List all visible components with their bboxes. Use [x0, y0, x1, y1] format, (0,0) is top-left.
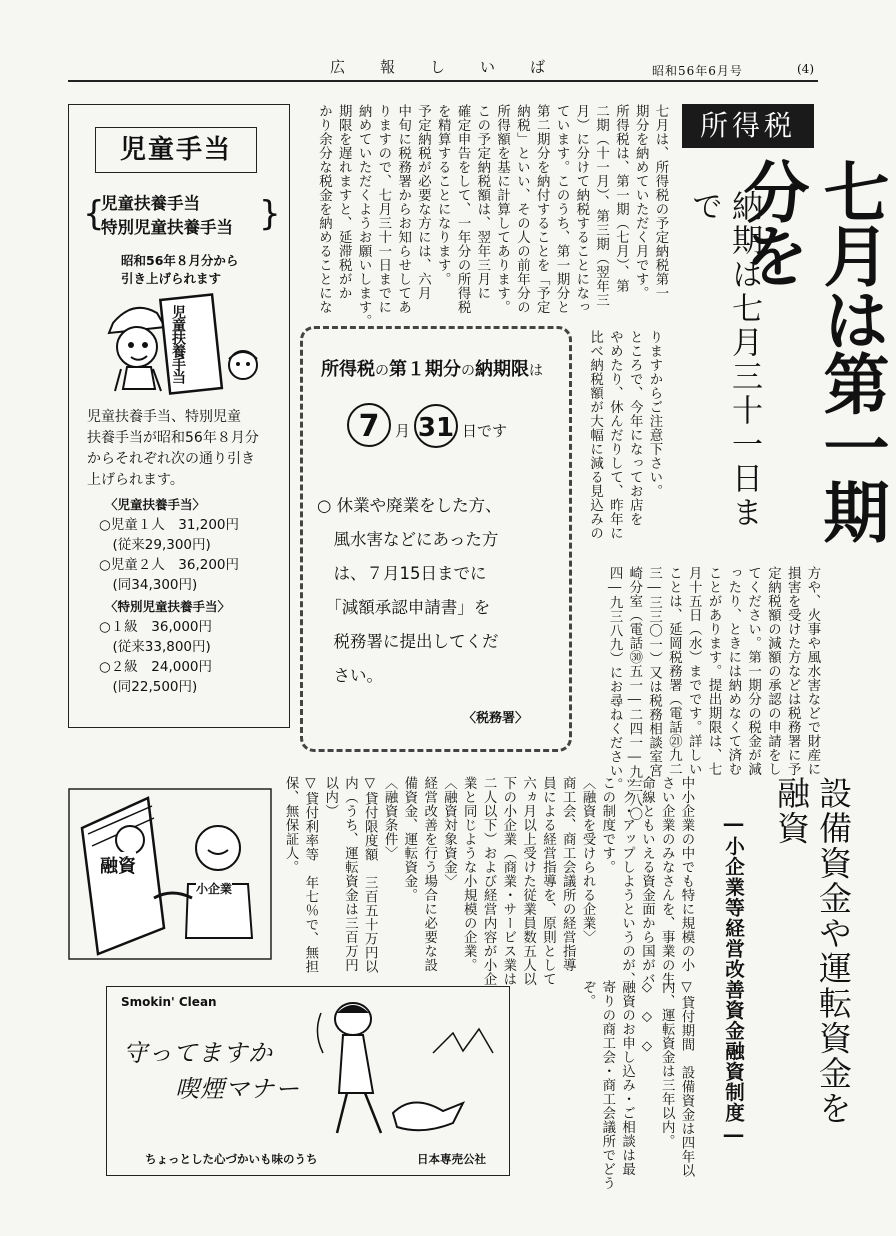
notice-period-word: 第１期分 — [389, 359, 461, 380]
child-raise-1: 昭和56年８月分から — [121, 253, 239, 268]
child-sub-2: 特別児童扶養手当 — [101, 218, 233, 237]
tax-category-tag: 所得税 — [682, 104, 814, 148]
child-items-2 — [99, 617, 212, 697]
day-unit: 日です — [462, 422, 508, 440]
illustration-sign: 児童扶養手当 — [170, 305, 186, 383]
month-unit: 月 — [395, 422, 411, 440]
masthead-title: 広 報 し い ば — [330, 58, 556, 76]
month-circle: 7 — [347, 403, 391, 447]
ad-sponsor: 日本専売公社 — [417, 1152, 486, 1166]
tax-notice-box — [300, 326, 572, 752]
tax-headline: 七月は第一期分を — [732, 158, 889, 542]
smoking-ad-box — [106, 986, 510, 1176]
cartoon-label-loan: 融資 — [100, 852, 136, 878]
child-item: (同34,300円) — [99, 577, 198, 593]
tax-subhead: 納期は七月三十一日まで — [686, 190, 762, 530]
child-item: (同22,500円) — [99, 679, 198, 695]
ad-slogan-1: 守ってますか — [123, 1039, 273, 1067]
issue-date: 昭和56年6月号 — [652, 64, 743, 78]
tax-body-2: りますからご注意下さい。 ところで、今年になってお店を やめたり、休んだりして、昨年に 比べ納税額が大幅に減る見込みの — [587, 330, 662, 540]
tax-body-1: 七月は、所得税の予定納税第一 期分を納めていただく月です。 所得税は、第一期（七月）、第 二期（十一月）、第三期（翌年三 月）に分けて納税することになっ ています。このうち、第一期分と 第二期分を納付することを「予定 納税」といい、その人の前年分の 所得額を基に計算してあります。 この予定納税額は、翌年三月に 確定申告をして、一年分の所得税 を精算することになります。 予定納税が必要な方には、六月 中旬に税務署からお知らせしてあ りますので、七月三十一日までに 納めていただくようお願いします。 期限を遅れますと、延滞税がか かり余分な税金を納めることにな — [316, 104, 668, 328]
day-circle: 31 — [414, 404, 458, 448]
brace-left: { — [83, 194, 105, 234]
notice-particle-3: は — [529, 363, 543, 379]
child-item: ○２級 24,000円 — [99, 659, 213, 675]
header-rule — [68, 80, 818, 82]
child-raise-2: 引き上げられます — [121, 271, 222, 286]
loan-cartoon — [68, 788, 272, 960]
ad-brand: Smokin' Clean — [121, 995, 217, 1009]
notice-deadline-date — [347, 403, 567, 448]
child-allowance-title: 児童手当 — [95, 127, 257, 173]
child-item: (従来29,300円) — [99, 537, 211, 553]
ad-tagline: ちょっとした心づかいも味のうち — [145, 1152, 318, 1166]
loan-body-1: 中小企業の中でも特に規模の小 さい企業のみなさんを、事業の生 命線ともいえる資金面から国がバ ック・アップしようというのが、 この制度です。 〈融資を受けられる企業〉 商工会、商工会議所の経営指導 員による経営指導を、原則として 六ヵ月以上受けた従業員数五人以 下の小企業（商業・サービス業は 二人以下）および経営内容が小企 業と同じような小規模の企業。 〈融資対象資金〉 経営改善を行う場合に必要な設 備資金、運転資金。 〈融資条件〉 ▽貸付限度額 三百五十万円以 内（うち、運転資金は三百万円 以内） ▽貸付利率等 年七％で、無担 保、無保証人。 — [283, 776, 694, 986]
tax-body-3: 方や、火事や風水害などで財産に 損害を受けた方などは税務署に予 定納税額の減額の承認の申請をし てください。第一期分の税金が減 ったり、ときには納めなくて済む ことがあります。提出期限は、七 月十五日（水）までです。詳しい ことは、延岡税務署（電話㉑九二 三―三三〇一）又は税務相談室宮 崎分室（電話㉚五一―二四一―九三八〇 四―九三八九）にお尋ねください。 — [607, 566, 820, 822]
notice-signature: 〈税務署〉 — [463, 711, 529, 726]
child-allowance-box — [68, 104, 290, 728]
notice-deadline-word: 納期限 — [475, 359, 529, 380]
loan-title: 設備資金や運転資金を融資 — [772, 776, 853, 1126]
child-section-2: 〈特別児童扶養手当〉 — [105, 599, 231, 614]
child-intro: 児童扶養手当、特別児童 扶養手当が昭和56年８月分 からそれぞれ次の通り引き 上げられます。 — [87, 409, 259, 488]
ad-slogan-2: 喫煙マナー — [175, 1075, 300, 1103]
child-items-1 — [99, 515, 239, 595]
notice-particle-1: の — [375, 363, 389, 379]
child-item: ○１級 36,000円 — [99, 619, 213, 635]
loan-body-2: ▽貸付期間 設備資金は四年以 内、運転資金は三年以内。 ◇ ◇ ◇ 融資のお申し込み・ご相談は最 寄りの商工会・商工会議所でどう ぞ。 — [580, 980, 694, 1190]
notice-particle-2: の — [461, 363, 475, 379]
notice-tax-word: 所得税 — [321, 359, 375, 380]
child-item: ○児童２人 36,200円 — [99, 557, 240, 573]
child-section-1: 〈児童扶養手当〉 — [105, 497, 206, 512]
page-number: (4) — [797, 62, 814, 76]
ad-illustration — [303, 993, 509, 1143]
child-item: (従来33,800円) — [99, 639, 211, 655]
notice-line1 — [321, 355, 561, 381]
loan-subtitle: ―小企業等経営改善資金融資制度― — [722, 812, 745, 1147]
child-item: ○児童１人 31,200円 — [99, 517, 240, 533]
cartoon-label-company: 小企業 — [196, 882, 233, 896]
child-sub-1: 児童扶養手当 — [101, 194, 200, 213]
notice-paragraph: ○ 休業や廃業をした方、 風水害などにあった方 は、７月15日までに 「減額承認申請書」を 税務署に提出してくだ さい。 — [317, 496, 502, 685]
brace-right: } — [259, 194, 281, 234]
